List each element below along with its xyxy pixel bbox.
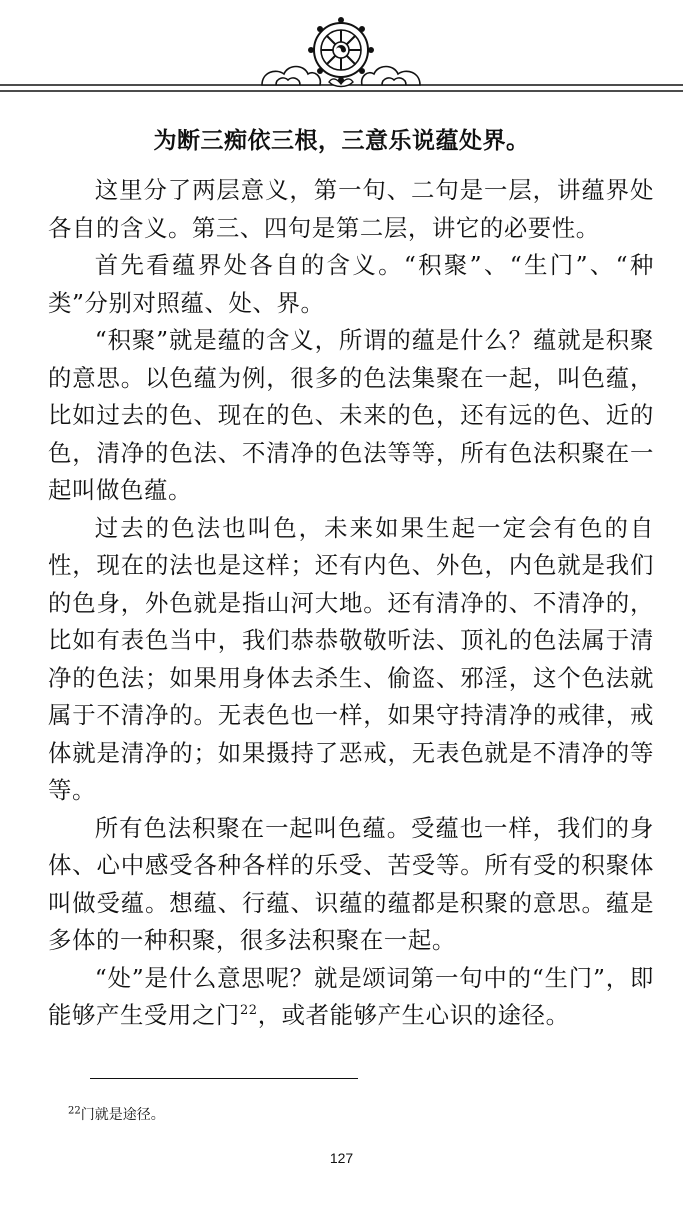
footnote-divider [90, 1078, 358, 1079]
paragraph-3: “积聚”就是蕴的含义，所谓的蕴是什么？蕴就是积聚的意思。以色蕴为例，很多的色法集聚在一起，叫色蕴，比如过去的色、现在的色、未来的色，还有远的色、近的色，清净的色法、不清净的色法等等，所有色法积聚在一起叫做色蕴。 [48, 326, 654, 504]
paragraph-6-text-a: “处”是什么意思呢？就是颂词第一句中的“生门”，即能够产生受用之门 [48, 963, 654, 1029]
footnote-reference[interactable]: 22 [239, 1003, 258, 1019]
paragraph-1: 这里分了两层意义，第一句、二句是一层，讲蕴界处各自的含义。第三、四句是第二层，讲它的必要性。 [48, 176, 654, 242]
section-title: 为断三痴依三根，三意乐说蕴处界。 [153, 128, 530, 154]
footnote [68, 1104, 165, 1124]
paragraph-4: 过去的色法也叫色，未来如果生起一定会有色的自性，现在的法也是这样；还有内色、外色，内色就是我们的色身，外色就是指山河大地。还有清净的、不清净的，比如有表色当中，我们恭恭敬敬听法、顶礼的色法属于清净的色法；如果用身体去杀生、偷盗、邪淫，这个色法就属于不清净的。无表色也一样，如果守持清净的戒律，戒体就是清净的；如果摄持了恶戒，无表色就是不清净的等等。 [48, 513, 654, 804]
body-text [48, 172, 654, 1035]
paragraph-6-text-b: ，或者能够产生心识的途径。 [257, 1001, 570, 1029]
left-cloud-icon [262, 67, 320, 86]
footnote-text: 门就是途径。 [80, 1107, 165, 1123]
paragraph-6 [48, 960, 654, 1035]
paragraph-5: 所有色法积聚在一起叫色蕴。受蕴也一样，我们的身体、心中感受各种各样的乐受、苦受等。所有受的积聚体叫做受蕴。想蕴、行蕴、识蕴的蕴都是积聚的意思。蕴是多体的一种积聚，很多法积聚在一起。 [48, 813, 654, 954]
right-cloud-icon [362, 67, 420, 86]
footnote-number: 22 [68, 1105, 81, 1117]
paragraph-2: 首先看蕴界处各自的含义。“积聚”、“生门”、“种类”分别对照蕴、处、界。 [48, 251, 654, 317]
page-number: 127 [329, 1150, 354, 1166]
header-ornament [0, 0, 683, 110]
